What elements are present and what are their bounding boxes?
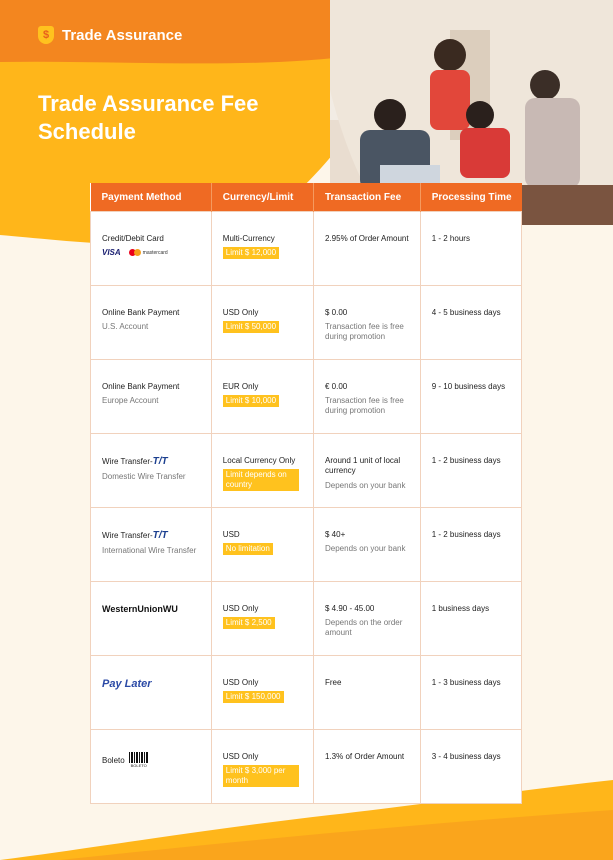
method-subtitle: Europe Account <box>102 396 159 405</box>
table-row <box>91 434 522 508</box>
mastercard-logo: mastercard <box>129 249 168 256</box>
table-row <box>91 730 522 804</box>
method-name: Credit/Debit Card <box>102 234 164 243</box>
currency-value: USD Only <box>222 604 259 613</box>
table-row <box>91 286 522 360</box>
method-name: Boleto <box>102 755 125 765</box>
currency-cell <box>211 434 313 508</box>
time-cell: 1 - 2 hours <box>420 212 521 286</box>
table-row <box>91 508 522 582</box>
header-currency-limit: Currency/Limit <box>211 183 313 212</box>
fee-note: Depends on your bank <box>325 481 406 490</box>
method-cell <box>91 582 212 656</box>
currency-value: USD Only <box>222 752 259 761</box>
currency-cell <box>211 360 313 434</box>
fee-cell <box>314 360 421 434</box>
currency-value: USD Only <box>222 678 259 687</box>
tt-logo: T/T <box>152 456 168 467</box>
method-name: Wire Transfer-T/T <box>102 530 168 541</box>
limit-badge: Limit depends on country <box>223 469 299 491</box>
time-cell: 1 - 2 business days <box>420 508 521 582</box>
time-cell: 4 - 5 business days <box>420 286 521 360</box>
method-cell <box>91 212 212 286</box>
brand-logo <box>38 26 182 44</box>
fee-cell <box>314 434 421 508</box>
limit-badge: Limit $ 150,000 <box>223 691 284 703</box>
fee-value: Free <box>325 678 342 687</box>
method-name: Online Bank Payment <box>102 382 180 391</box>
time-cell: 1 business days <box>420 582 521 656</box>
method-cell <box>91 286 212 360</box>
table-row <box>91 212 522 286</box>
method-name: Online Bank Payment <box>102 308 180 317</box>
pay-later-logo: Pay Later <box>102 678 152 690</box>
header-transaction-fee: Transaction Fee <box>314 183 421 212</box>
dollar-shield-icon: $ <box>38 26 54 44</box>
method-cell <box>91 730 212 804</box>
brand-name: Trade Assurance <box>62 26 183 44</box>
boleto-logo: BOLETO <box>129 752 149 768</box>
fee-note: Transaction fee is free during promotion <box>325 396 404 415</box>
fee-value: 1.3% of Order Amount <box>325 752 405 761</box>
fee-value: 2.95% of Order Amount <box>325 234 409 243</box>
table-header-row <box>91 183 522 212</box>
currency-cell <box>211 582 313 656</box>
currency-cell <box>211 212 313 286</box>
table-row <box>91 582 522 656</box>
western-union-logo: WesternUnionWU <box>102 604 178 614</box>
fee-value: € 0.00 <box>325 382 348 391</box>
header-processing-time: Processing Time <box>420 183 521 212</box>
currency-cell <box>211 656 313 730</box>
fee-note: Transaction fee is free during promotion <box>325 322 404 341</box>
method-cell <box>91 360 212 434</box>
fee-cell <box>314 582 421 656</box>
fee-cell <box>314 212 421 286</box>
limit-badge: Limit $ 12,000 <box>223 247 279 259</box>
currency-value: Multi-Currency <box>222 234 275 243</box>
method-name: Wire Transfer-T/T <box>102 456 168 467</box>
limit-badge: Limit $ 50,000 <box>223 321 279 333</box>
fee-schedule-table <box>90 183 522 804</box>
currency-cell <box>211 730 313 804</box>
fee-value: Around 1 unit of local currency <box>325 456 401 475</box>
limit-badge: Limit $ 10,000 <box>223 395 279 407</box>
fee-cell <box>314 508 421 582</box>
method-cell <box>91 434 212 508</box>
currency-cell <box>211 286 313 360</box>
page-title: Trade Assurance Fee Schedule <box>38 91 259 144</box>
fee-cell <box>314 286 421 360</box>
limit-badge: Limit $ 2,500 <box>223 617 275 629</box>
boleto-method <box>102 752 149 768</box>
time-cell: 3 - 4 business days <box>420 730 521 804</box>
tt-logo: T/T <box>152 530 168 541</box>
fee-note: Depends on your bank <box>325 544 406 553</box>
table-row <box>91 656 522 730</box>
limit-badge: No limitation <box>223 543 273 555</box>
method-subtitle: International Wire Transfer <box>102 546 197 555</box>
currency-cell <box>211 508 313 582</box>
visa-logo: VISA <box>102 248 121 257</box>
method-subtitle: U.S. Account <box>102 322 149 331</box>
fee-note: Depends on the order amount <box>325 618 403 637</box>
table-row <box>91 360 522 434</box>
fee-cell <box>314 730 421 804</box>
barcode-icon <box>129 752 149 763</box>
fee-cell <box>314 656 421 730</box>
currency-value: Local Currency Only <box>222 456 296 465</box>
method-subtitle: Domestic Wire Transfer <box>102 472 186 481</box>
card-logos <box>102 248 205 257</box>
limit-badge: Limit $ 3,000 per month <box>223 765 299 787</box>
time-cell: 9 - 10 business days <box>420 360 521 434</box>
fee-value: $ 0.00 <box>325 308 348 317</box>
currency-value: USD Only <box>222 308 259 317</box>
time-cell: 1 - 2 business days <box>420 434 521 508</box>
method-cell <box>91 508 212 582</box>
currency-value: USD <box>222 530 240 539</box>
time-cell: 1 - 3 business days <box>420 656 521 730</box>
header-payment-method: Payment Method <box>91 183 212 212</box>
fee-value: $ 40+ <box>325 530 346 539</box>
method-cell <box>91 656 212 730</box>
currency-value: EUR Only <box>222 382 259 391</box>
fee-value: $ 4.90 - 45.00 <box>325 604 375 613</box>
